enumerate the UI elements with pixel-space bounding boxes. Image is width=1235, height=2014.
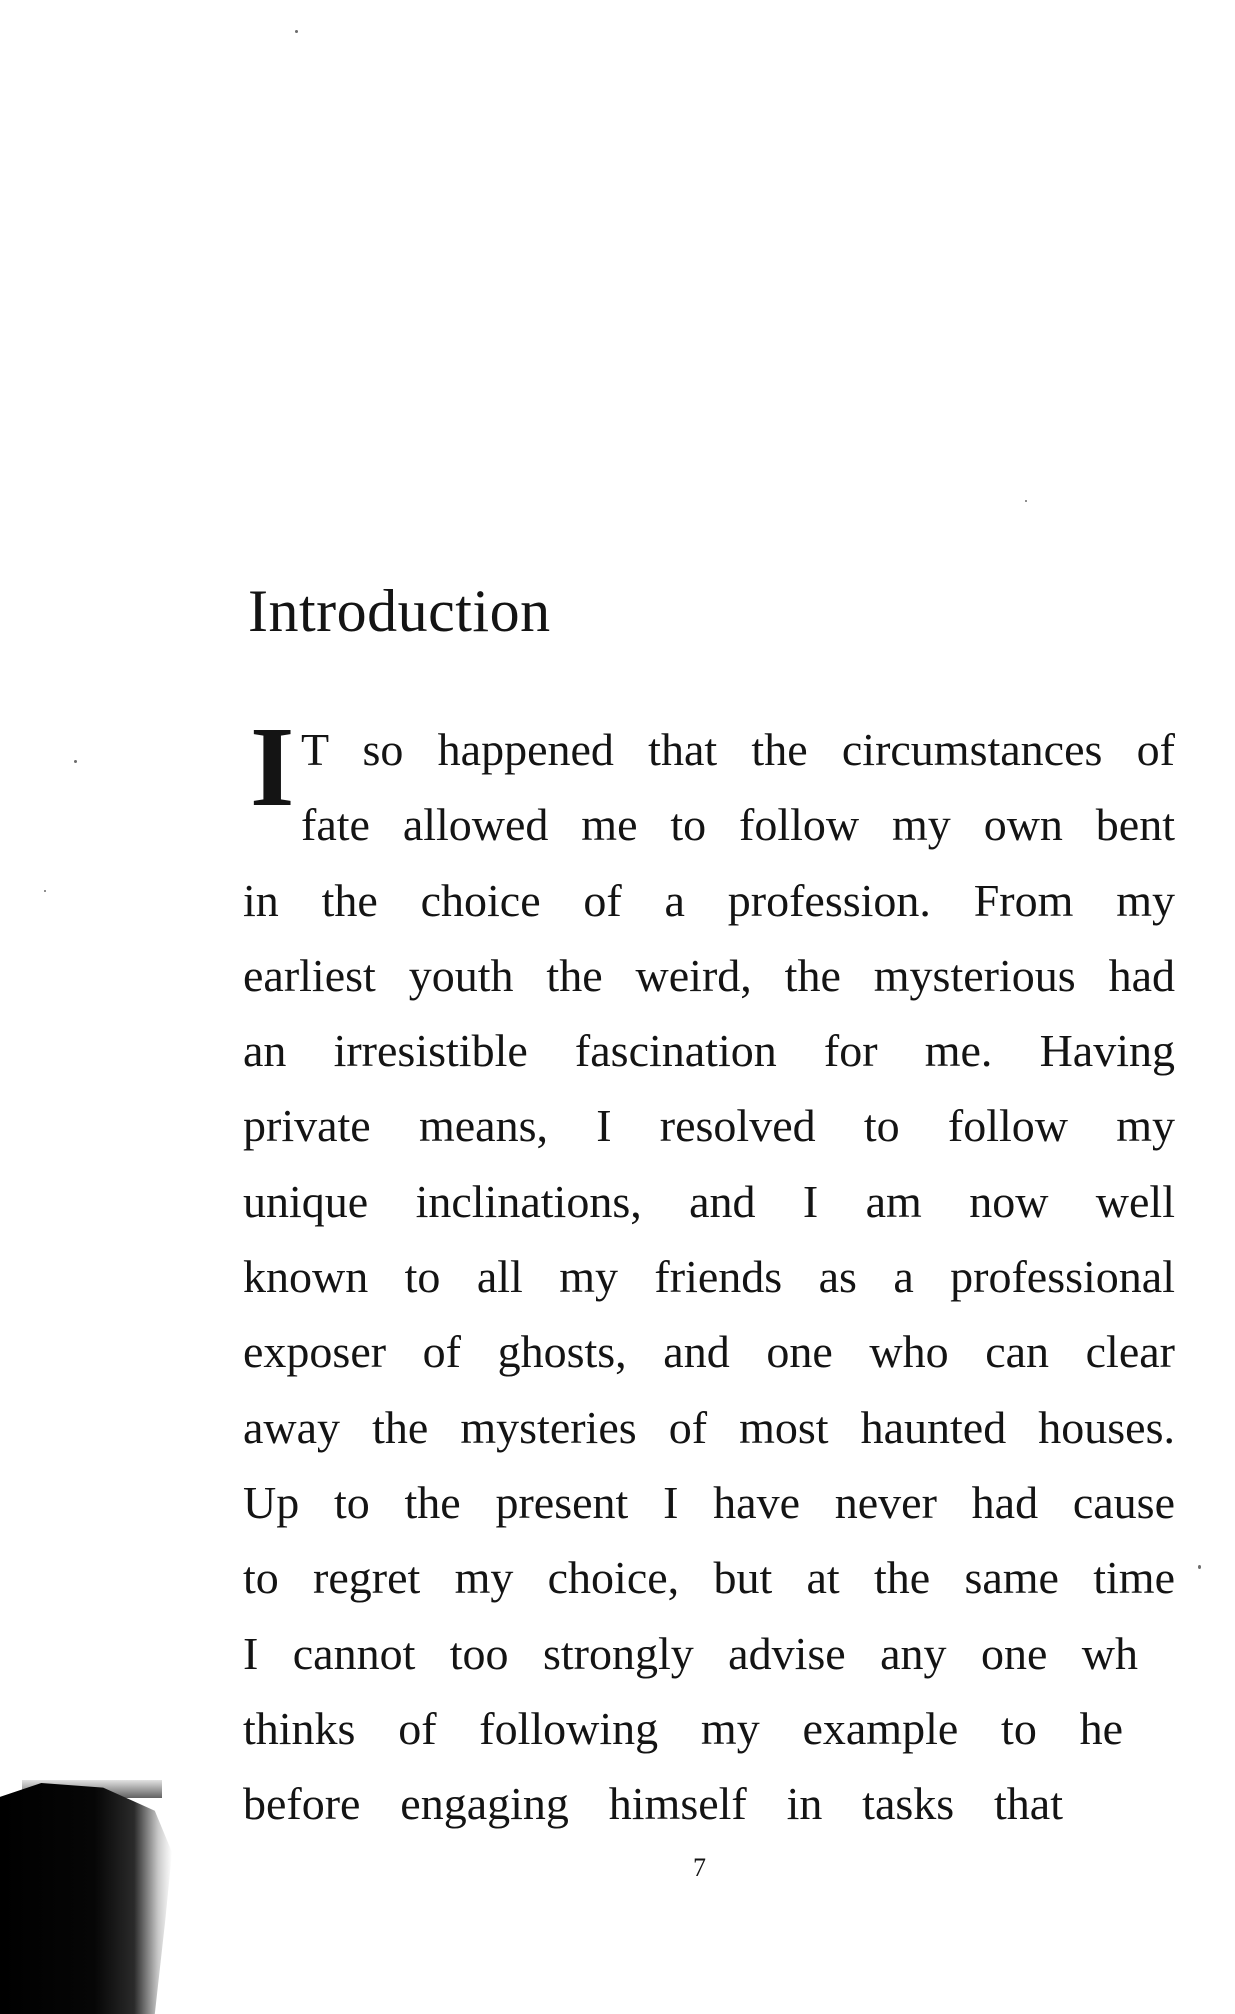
page-number: [0, 1853, 1235, 1883]
scan-speck: [1198, 1565, 1201, 1569]
scan-speck: [1025, 500, 1027, 502]
text-line: I cannot too strongly advise any one wh: [243, 1627, 1138, 1679]
text-line: thinks of following my example to he: [243, 1702, 1123, 1754]
scan-shadow: [0, 1783, 172, 2014]
text-line: earliest youth the weird, the mysterious had: [243, 949, 1175, 1001]
body-paragraph: [243, 703, 1175, 1841]
scan-speck: [74, 760, 77, 763]
text-line: exposer of ghosts, and one who can clear: [243, 1326, 1175, 1378]
text-line: unique inclinations, and I am now well: [243, 1175, 1175, 1227]
text-line: known to all my friends as a professional: [243, 1251, 1175, 1303]
scan-speck: [295, 30, 298, 33]
text-line: in the choice of a profession. From my: [243, 874, 1175, 926]
text-line: away the mysteries of most haunted houses.: [243, 1401, 1175, 1453]
page-number-text: 7: [693, 1853, 706, 1882]
text-line: Up to the present I have never had cause: [243, 1476, 1175, 1528]
text-line: before engaging himself in tasks that: [243, 1778, 1063, 1830]
text-line: fate allowed me to follow my own bent: [301, 799, 1175, 851]
text-line: T so happened that the circumstances of: [301, 724, 1175, 775]
scan-speck: [44, 890, 46, 892]
text-line: to regret my choice, but at the same time: [243, 1552, 1175, 1604]
chapter-heading: Introduction: [248, 578, 551, 644]
text-line: private means, I resolved to follow my: [243, 1100, 1175, 1152]
text-line: an irresistible fascination for me. Having: [243, 1025, 1175, 1077]
drop-cap-letter: I: [250, 703, 295, 830]
